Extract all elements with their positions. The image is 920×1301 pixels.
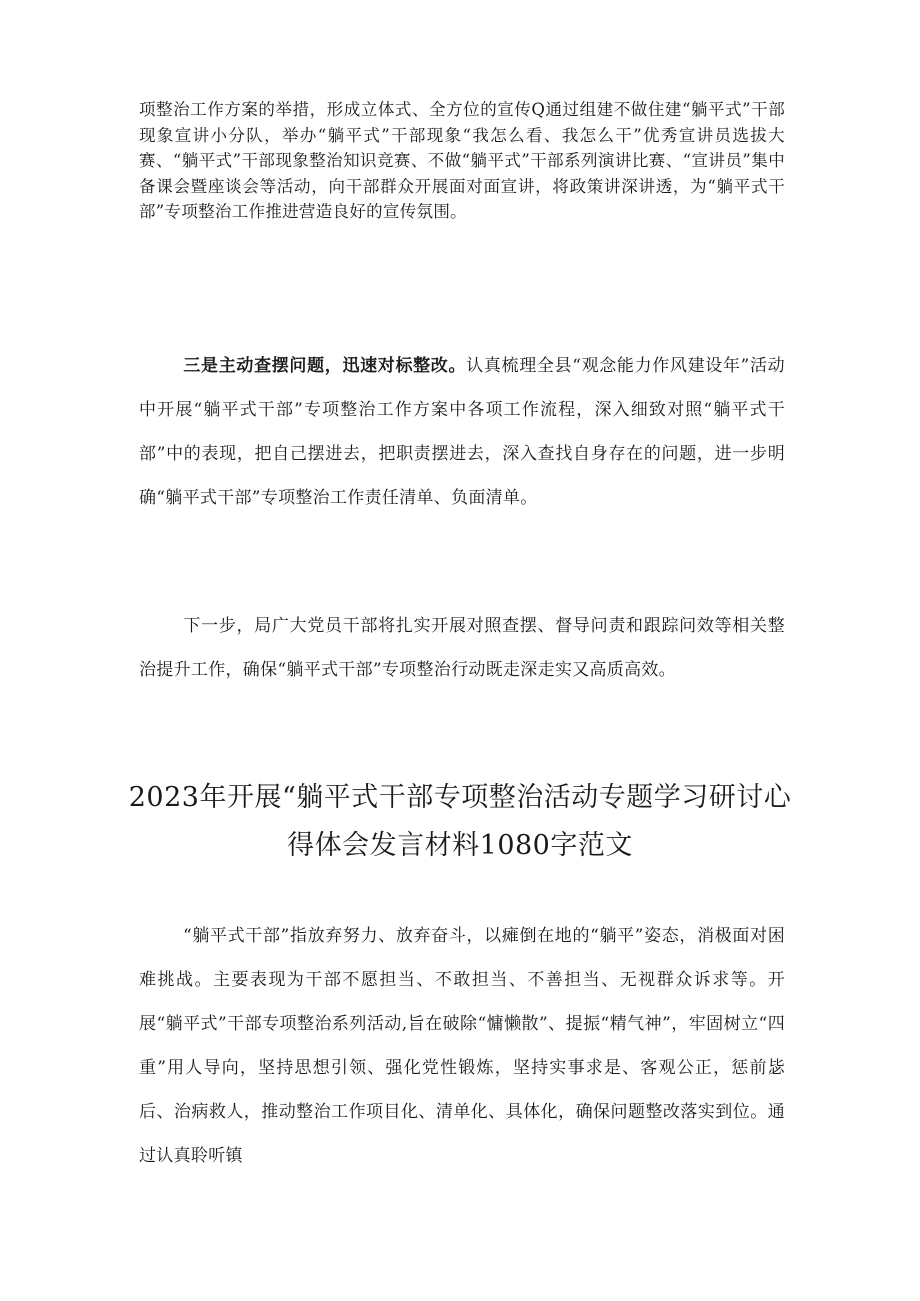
paragraph-body: “躺平式干部”指放弃努力、放弃奋斗，以瘫倒在地的“躺平”姿态，消极面对困难挑战。主要表现为干部不愿担当、不敢担当、不善担当、无视群众诉求等。开展“躺平式”干部专项整治系列活动,旨在破除“慵懒散”、提振“精气神”，牢固树立“四重”用人导向，坚持思想引领、强化党性锻炼，坚持实事求是、客观公正，惩前毖后、治病救人，推动整治工作项目化、清单化、具体化，确保问题整改落实到位。通过认真聆听镇 (139, 926, 785, 1166)
document-title: 2023年开展“躺平式干部专项整治活动专题学习研讨心得体会发言材料1080字范文 (128, 782, 792, 861)
paragraph-propaganda: 项整治工作方案的举措，形成立体式、全方位的宣传Q通过组建不做住建“躺平式”干部现象宣讲小分队，举办“躺平式”干部现象“我怎么看、我怎么干”优秀宣讲员选拔大赛、“躺平式”干部现象整治知识竞赛、不做“躺平式”干部系列演讲比赛、“宣讲员”集中备课会暨座谈会等活动，向干部群众开展面对面宣讲，将政策讲深讲透，为“躺平式干部”专项整治工作推进营造良好的宣传氛围。 (139, 100, 785, 221)
paragraph-definition (139, 914, 785, 1178)
paragraph-body: 认真梳理全县“观念能力作风建设年”活动中开展“躺平式干部”专项整治工作方案中各项工作流程，深入细致对照“躺平式干部”中的表现，把自己摆进去，把职责摆进去，深入查找自身存在的问题，进一步明确“躺平式干部”专项整治工作责任清单、负面清单。 (139, 356, 785, 508)
paragraph-body: 下一步，局广大党员干部将扎实开展对照查摆、督导问责和跟踪问效等相关整治提升工作，确保“躺平式干部”专项整治行动既走深走实又高质高效。 (139, 616, 785, 680)
paragraph-self-inspection (139, 344, 785, 520)
paragraph-next-steps (139, 604, 785, 692)
paragraph-lead-bold: 三是主动查摆问题，迅速对标整改。 (183, 356, 467, 376)
